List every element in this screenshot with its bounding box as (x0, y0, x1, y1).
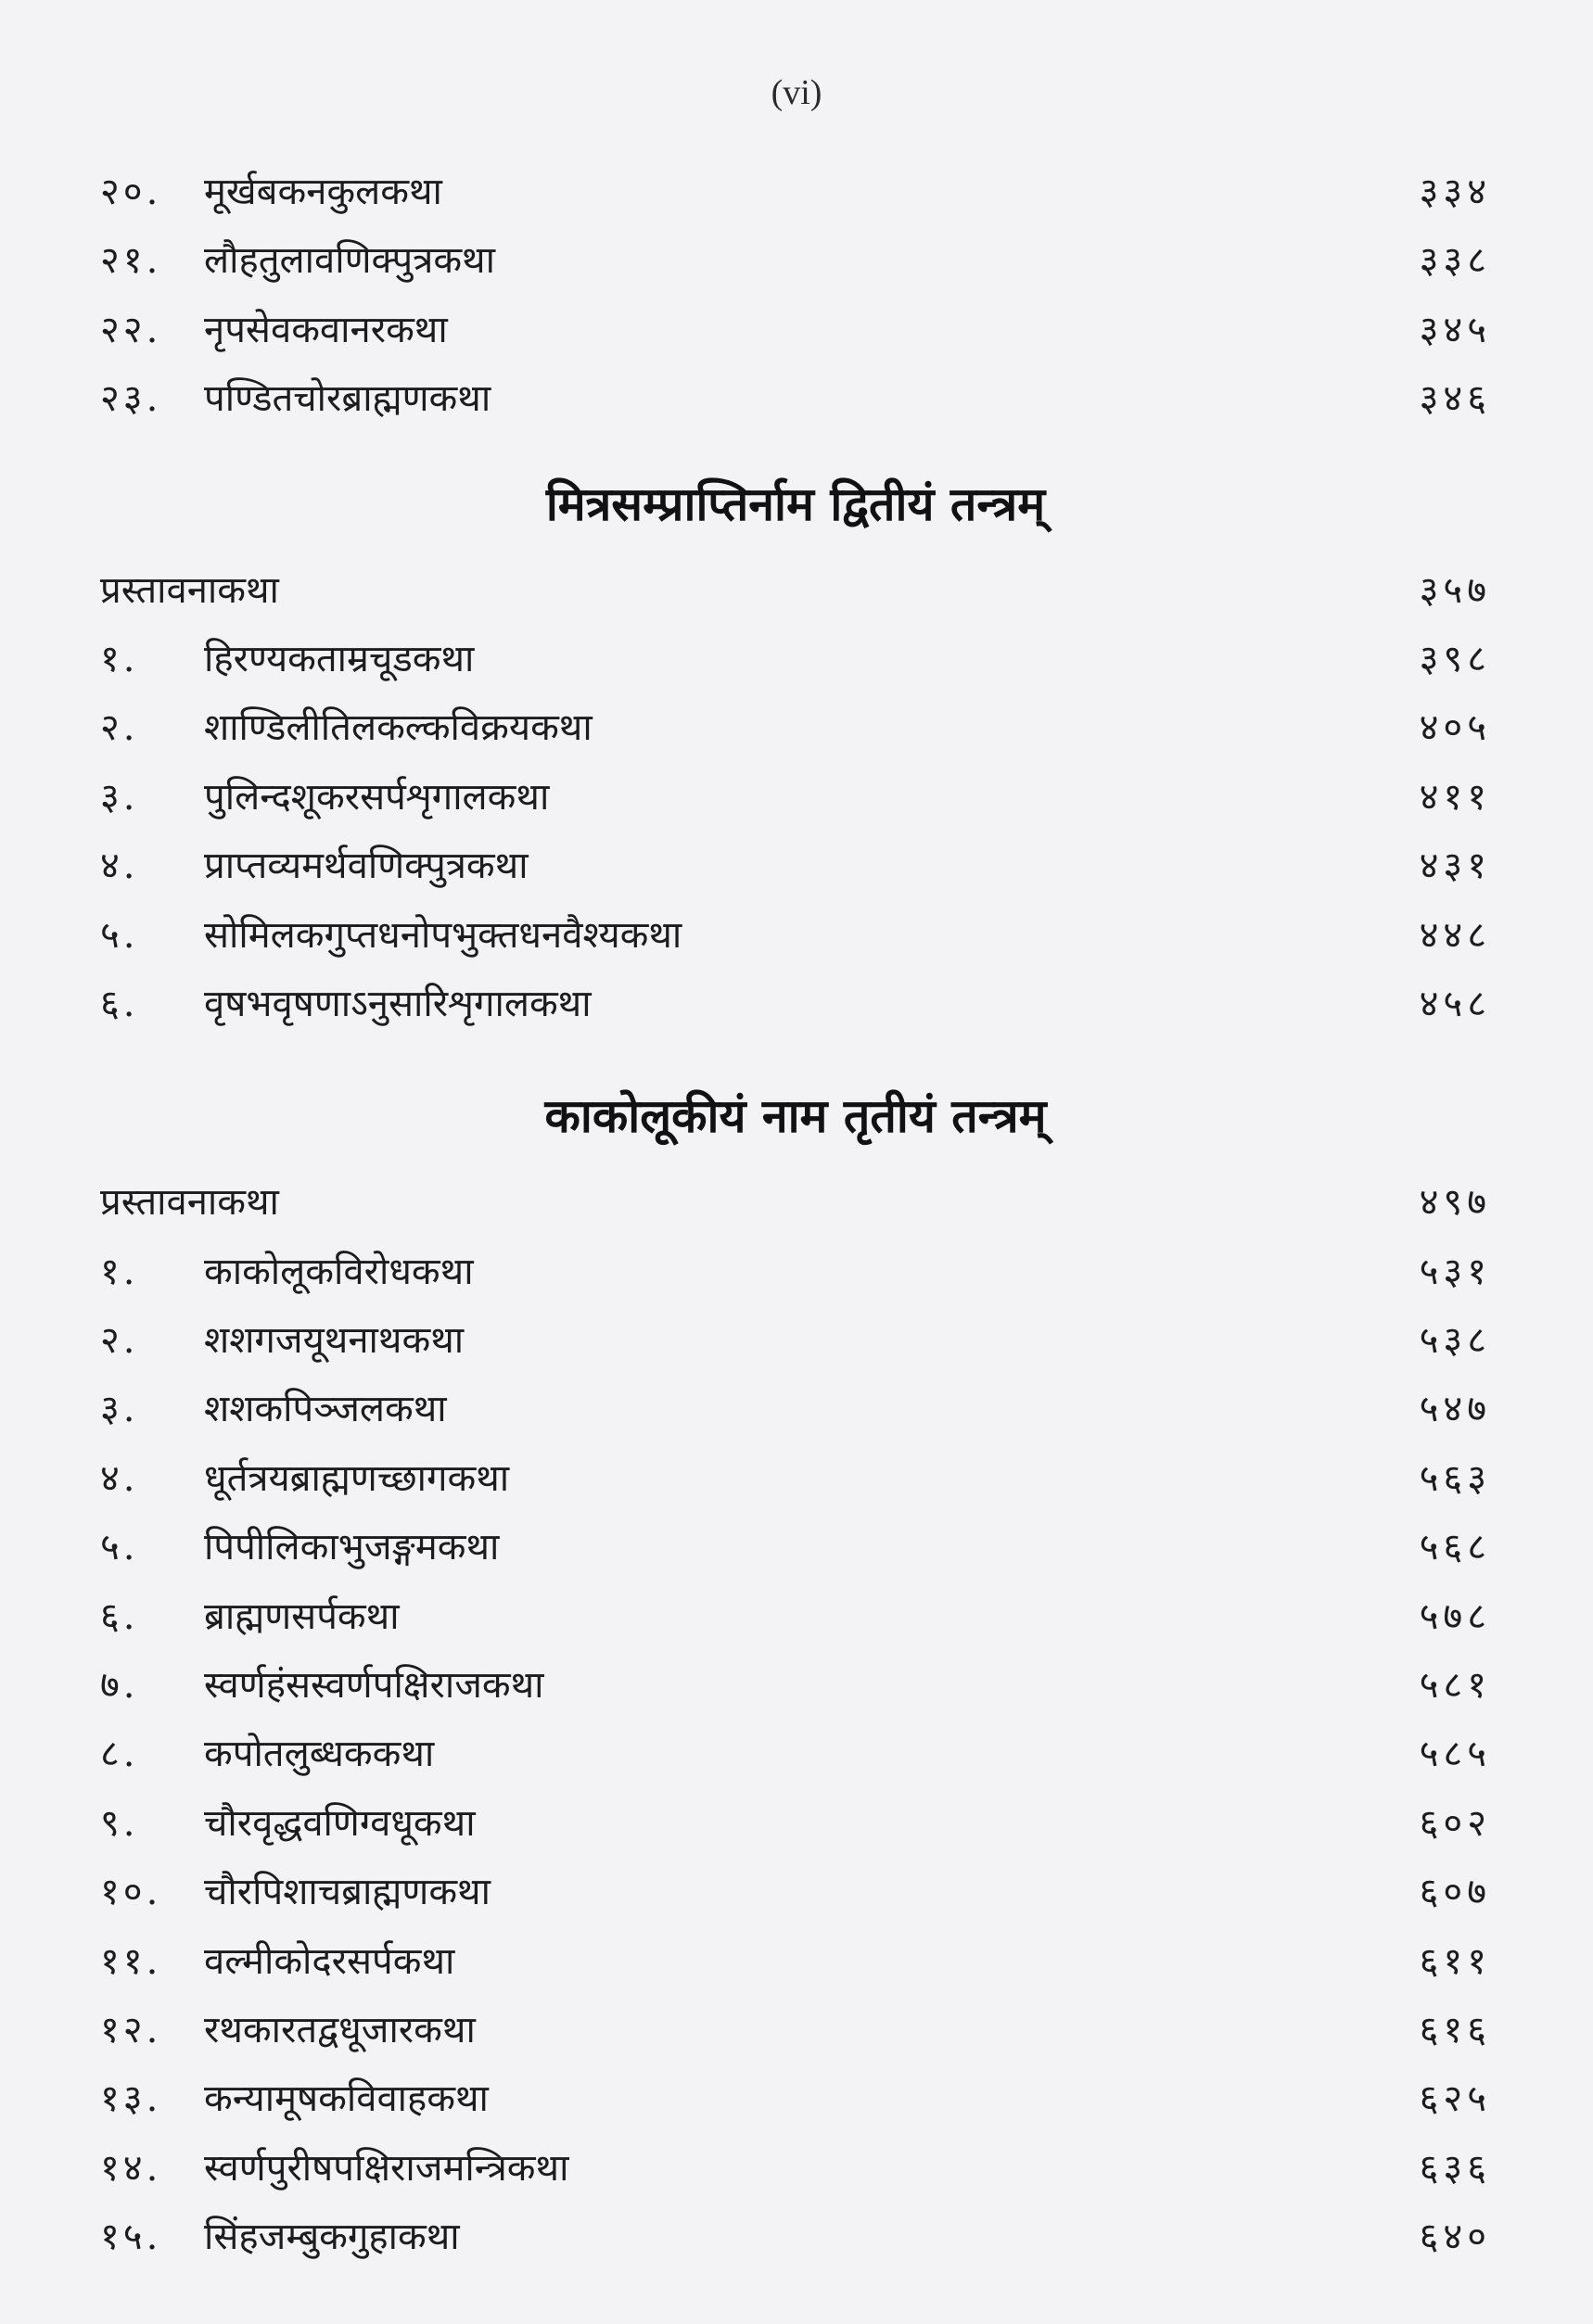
entry-title: स्वर्णहंसस्वर्णपक्षिराजकथा (204, 1664, 544, 1708)
toc-entry[interactable] (100, 977, 1491, 1046)
entry-number: १३. (100, 2077, 162, 2121)
toc-intro-entry[interactable] (100, 564, 1491, 632)
toc-entry[interactable] (100, 1658, 1491, 1727)
entry-number: ६. (100, 1594, 139, 1638)
entry-page: ४९७ (1419, 1181, 1491, 1225)
entry-page: ४०५ (1419, 706, 1491, 750)
toc-entry[interactable] (100, 1452, 1491, 1520)
entry-title: वल्मीकोदरसर्पकथा (204, 1939, 455, 1983)
entry-page: ३३४ (1419, 171, 1491, 213)
entry-page: ५३१ (1419, 1250, 1491, 1293)
entry-number: ११. (100, 1939, 162, 1983)
entry-page: ६०२ (1419, 1801, 1491, 1845)
entry-title: हिरण्यकताम्रचूडकथा (204, 637, 475, 680)
entry-title: धूर्तत्रयब्राह्मणच्छागकथा (204, 1456, 510, 1500)
entry-page: ३९८ (1419, 637, 1491, 680)
entry-number: १. (100, 637, 139, 680)
entry-number: २. (100, 1319, 139, 1363)
toc-entry[interactable] (100, 2003, 1491, 2072)
entry-page: ५७८ (1419, 1594, 1491, 1638)
entry-title: कन्यामूषकविवाहकथा (204, 2077, 489, 2121)
entry-page: ३४५ (1419, 308, 1491, 351)
entry-title: काकोलूकविरोधकथा (204, 1250, 474, 1293)
toc-entry[interactable] (100, 1590, 1491, 1658)
entry-number: २. (100, 706, 139, 750)
entry-number: २१. (100, 239, 162, 283)
toc-entry[interactable] (100, 908, 1491, 977)
toc-entry[interactable] (100, 2210, 1491, 2279)
entry-number: २२. (100, 308, 162, 351)
entry-title: शशगजयूथनाथकथा (204, 1319, 465, 1363)
entry-number: ४. (100, 845, 139, 888)
entry-number: १२. (100, 2008, 162, 2051)
entry-number: ३. (100, 775, 139, 819)
entry-number: ४. (100, 1456, 139, 1500)
table-of-contents (100, 165, 1491, 2280)
entry-page: ६४० (1419, 2216, 1491, 2259)
entry-page: ५८५ (1419, 1733, 1491, 1776)
toc-entry[interactable] (100, 2072, 1491, 2140)
entry-page: ४३१ (1419, 845, 1491, 888)
entry-number: १०. (100, 1871, 162, 1914)
entry-title: सिंहजम्बुकगुहाकथा (204, 2216, 460, 2259)
entry-title: नृपसेवकवानरकथा (204, 308, 448, 351)
entry-page: ५६३ (1419, 1456, 1491, 1500)
entry-number: १४. (100, 2146, 162, 2190)
page-number: (vi) (771, 73, 822, 112)
entry-title: चौरपिशाचब्राह्मणकथा (204, 1871, 491, 1914)
toc-entry[interactable] (100, 1382, 1491, 1451)
entry-page: ६१६ (1419, 2008, 1491, 2051)
entry-title: पण्डितचोरब्राह्मणकथा (204, 377, 491, 421)
toc-entry[interactable] (100, 1520, 1491, 1589)
entry-number: १५. (100, 2216, 162, 2259)
entry-title: प्राप्तव्यमर्थवणिक्पुत्रकथा (204, 845, 529, 888)
toc-entry[interactable] (100, 1727, 1491, 1796)
entry-number: १. (100, 1250, 139, 1293)
entry-number: ५. (100, 913, 139, 957)
entry-number: ६. (100, 982, 139, 1025)
entry-page: ५८१ (1419, 1664, 1491, 1708)
entry-title: कपोतलुब्धककथा (204, 1733, 435, 1776)
entry-title: प्रस्तावनाकथा (100, 1181, 279, 1225)
entry-number: ८. (100, 1733, 139, 1776)
entry-title: ब्राह्मणसर्पकथा (204, 1594, 400, 1638)
entry-title: सोमिलकगुप्तधनोपभुक्तधनवैश्यकथा (204, 913, 682, 957)
entry-title: प्रस्तावनाकथा (100, 568, 279, 612)
entry-title: चौरवृद्धवणिग्वधूकथा (204, 1801, 476, 1845)
entry-page: ६२५ (1419, 2077, 1491, 2121)
entry-title: पुलिन्दशूकरसर्पशृगालकथा (204, 775, 550, 819)
entry-page: ६११ (1419, 1939, 1491, 1983)
entry-page: ४११ (1419, 775, 1491, 819)
section-heading-second-tantra: मित्रसम्प्राप्तिर्नाम द्वितीयं तन्त्रम् (545, 476, 1046, 531)
entry-title: वृषभवृषणाऽनुसारिशृगालकथा (204, 982, 592, 1025)
toc-entry[interactable] (100, 1797, 1491, 1865)
entry-title: शशकपिञ्जलकथा (204, 1388, 447, 1431)
entry-number: ३. (100, 1388, 139, 1431)
entry-number: ९. (100, 1801, 139, 1845)
entry-number: २०. (100, 171, 162, 213)
entry-number: २३. (100, 377, 162, 421)
entry-title: पिपीलिकाभुजङ्गमकथा (204, 1526, 500, 1569)
entry-page: ३३८ (1419, 239, 1491, 283)
entry-title: स्वर्णपुरीषपक्षिराजमन्त्रिकथा (204, 2146, 569, 2190)
section-heading-third-tantra: काकोलूकीयं नाम तृतीयं तन्त्रम् (544, 1089, 1047, 1144)
toc-entry[interactable] (100, 632, 1491, 701)
entry-page: ३४६ (1419, 377, 1491, 421)
entry-title: शाण्डिलीतिलकल्कविक्रयकथा (204, 706, 593, 750)
entry-page: ५४७ (1419, 1388, 1491, 1431)
toc-entry[interactable] (100, 1245, 1491, 1314)
entry-page: ६३६ (1419, 2146, 1491, 2190)
entry-title: मूर्खबकनकुलकथा (204, 171, 442, 213)
toc-entry[interactable] (100, 1935, 1491, 2003)
entry-page: ५६८ (1419, 1526, 1491, 1569)
toc-intro-entry[interactable] (100, 1175, 1491, 1244)
entry-page: ४४८ (1419, 913, 1491, 957)
entry-title: लौहतुलावणिक्पुत्रकथा (204, 239, 495, 283)
toc-entry[interactable] (100, 839, 1491, 908)
entry-number: ५. (100, 1526, 139, 1569)
toc-entry[interactable] (100, 1314, 1491, 1382)
entry-number: ७. (100, 1664, 139, 1708)
entry-page: ४५८ (1419, 982, 1491, 1025)
toc-entry[interactable] (100, 234, 1491, 302)
entry-page: ३५७ (1419, 568, 1491, 612)
toc-entry[interactable] (100, 770, 1491, 839)
toc-entry[interactable] (100, 1865, 1491, 1934)
toc-entry[interactable] (100, 372, 1491, 440)
toc-entry[interactable] (100, 701, 1491, 769)
toc-entry[interactable] (100, 165, 1491, 234)
entry-title: रथकारतद्वधूजारकथा (204, 2008, 476, 2051)
entry-page: ५३८ (1419, 1319, 1491, 1363)
toc-entry[interactable] (100, 303, 1491, 372)
entry-page: ६०७ (1419, 1871, 1491, 1914)
toc-entry[interactable] (100, 2141, 1491, 2210)
